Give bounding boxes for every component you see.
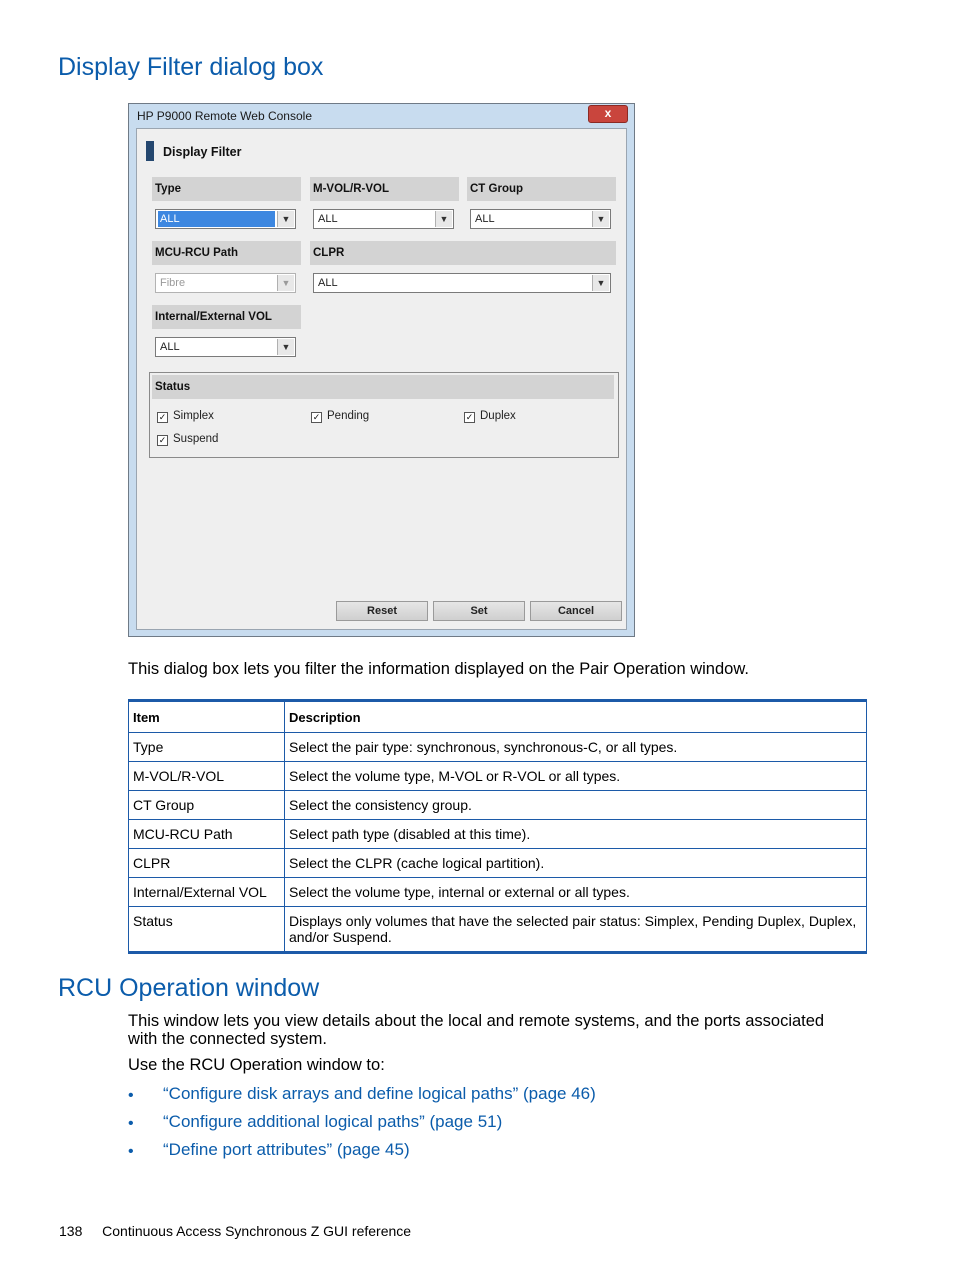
table-row (129, 907, 867, 953)
link-define-port-attributes[interactable]: “Define port attributes” (page 45) (163, 1140, 410, 1159)
checkbox-checked-icon: ✓ (465, 412, 474, 422)
dialog-window (128, 103, 635, 637)
heading-accent-bar (146, 141, 154, 161)
chevron-down-icon: ▼ (277, 339, 294, 355)
section-title-rcu-operation: RCU Operation window (58, 974, 320, 1002)
checkbox-duplex[interactable] (464, 410, 516, 423)
chevron-down-icon: ▼ (277, 211, 294, 227)
table-cell-description: Select the pair type: synchronous, synchronous-C, or all types. (285, 733, 867, 762)
bullet-icon: • (128, 1115, 134, 1132)
mvol-select-value: ALL (318, 213, 338, 225)
dialog-heading: Display Filter (163, 145, 242, 159)
table-header-item: Item (129, 701, 285, 733)
clpr-label: CLPR (310, 241, 616, 265)
status-label: Status (152, 375, 614, 399)
mcu-rcu-path-label: MCU-RCU Path (152, 241, 301, 265)
table-cell-description: Select the CLPR (cache logical partition). (285, 849, 867, 878)
type-select-value: ALL (158, 211, 275, 227)
cancel-button[interactable]: Cancel (530, 601, 622, 621)
table-cell-item: CT Group (129, 791, 285, 820)
link-configure-disk-arrays[interactable]: “Configure disk arrays and define logical paths” (page 46) (163, 1084, 596, 1103)
table-cell-description: Select the volume type, M-VOL or R-VOL or all types. (285, 762, 867, 791)
table-cell-description: Select path type (disabled at this time). (285, 820, 867, 849)
table-cell-item: Status (129, 907, 285, 953)
close-icon: x (604, 106, 612, 120)
checkbox-checked-icon: ✓ (312, 412, 321, 422)
description-table (128, 699, 867, 954)
close-button[interactable] (588, 105, 628, 123)
checkbox-simplex[interactable] (157, 410, 214, 423)
footer-text: Continuous Access Synchronous Z GUI reference (102, 1223, 412, 1239)
table-cell-description: Displays only volumes that have the selected pair status: Simplex, Pending Duplex, Duplex, and/or Suspend. (285, 907, 867, 953)
table-row (129, 820, 867, 849)
table-row (129, 762, 867, 791)
table-row (129, 733, 867, 762)
table-cell-item: Internal/External VOL (129, 878, 285, 907)
checkbox-label: Pending (327, 410, 370, 422)
mvol-select[interactable] (313, 209, 454, 229)
section2-lead-in: Use the RCU Operation window to: (128, 1056, 385, 1074)
link-configure-additional-paths[interactable]: “Configure additional logical paths” (page 51) (163, 1112, 503, 1131)
set-button[interactable]: Set (433, 601, 525, 621)
mvol-label: M-VOL/R-VOL (310, 177, 459, 201)
reset-button[interactable]: Reset (336, 601, 428, 621)
checkbox-label: Duplex (480, 410, 516, 422)
ctgroup-select-value: ALL (475, 213, 495, 225)
table-row (129, 849, 867, 878)
table-cell-description: Select the consistency group. (285, 791, 867, 820)
bullet-icon: • (128, 1087, 134, 1104)
checkbox-suspend[interactable] (157, 433, 218, 446)
table-header-description: Description (285, 701, 867, 733)
table-row (129, 878, 867, 907)
chevron-down-icon: ▼ (435, 211, 452, 227)
chevron-down-icon: ▼ (592, 275, 609, 291)
page-number: 138 (59, 1223, 83, 1239)
checkbox-pending[interactable] (311, 410, 369, 423)
table-cell-description: Select the volume type, internal or external or all types. (285, 878, 867, 907)
type-label: Type (152, 177, 301, 201)
checkbox-checked-icon: ✓ (158, 435, 167, 445)
clpr-select-value: ALL (318, 277, 338, 289)
section1-intro: This dialog box lets you filter the information displayed on the Pair Operation window. (128, 660, 749, 678)
internal-external-vol-select[interactable] (155, 337, 296, 357)
table-cell-item: Type (129, 733, 285, 762)
internal-external-vol-label: Internal/External VOL (152, 305, 301, 329)
section-title-display-filter: Display Filter dialog box (58, 53, 324, 81)
table-row (129, 791, 867, 820)
dialog-body (136, 128, 627, 630)
mcu-rcu-path-select (155, 273, 296, 293)
status-group (149, 372, 619, 458)
bullet-icon: • (128, 1143, 134, 1160)
table-cell-item: CLPR (129, 849, 285, 878)
internal-external-vol-select-value: ALL (160, 341, 180, 353)
page-footer (59, 1223, 411, 1239)
checkbox-label: Simplex (173, 410, 214, 422)
table-cell-item: MCU-RCU Path (129, 820, 285, 849)
table-cell-item: M-VOL/R-VOL (129, 762, 285, 791)
chevron-down-icon: ▼ (592, 211, 609, 227)
clpr-select[interactable] (313, 273, 611, 293)
ctgroup-label: CT Group (467, 177, 616, 201)
type-select[interactable] (155, 209, 296, 229)
window-title: HP P9000 Remote Web Console (137, 109, 312, 123)
ctgroup-select[interactable] (470, 209, 611, 229)
checkbox-checked-icon: ✓ (158, 412, 167, 422)
section2-paragraph: This window lets you view details about the local and remote systems, and the ports associated with the connected system. (128, 1012, 825, 1048)
checkbox-label: Suspend (173, 433, 219, 445)
chevron-down-icon: ▼ (277, 275, 294, 291)
table-header-row (129, 701, 867, 733)
mcu-rcu-path-select-value: Fibre (160, 277, 186, 289)
